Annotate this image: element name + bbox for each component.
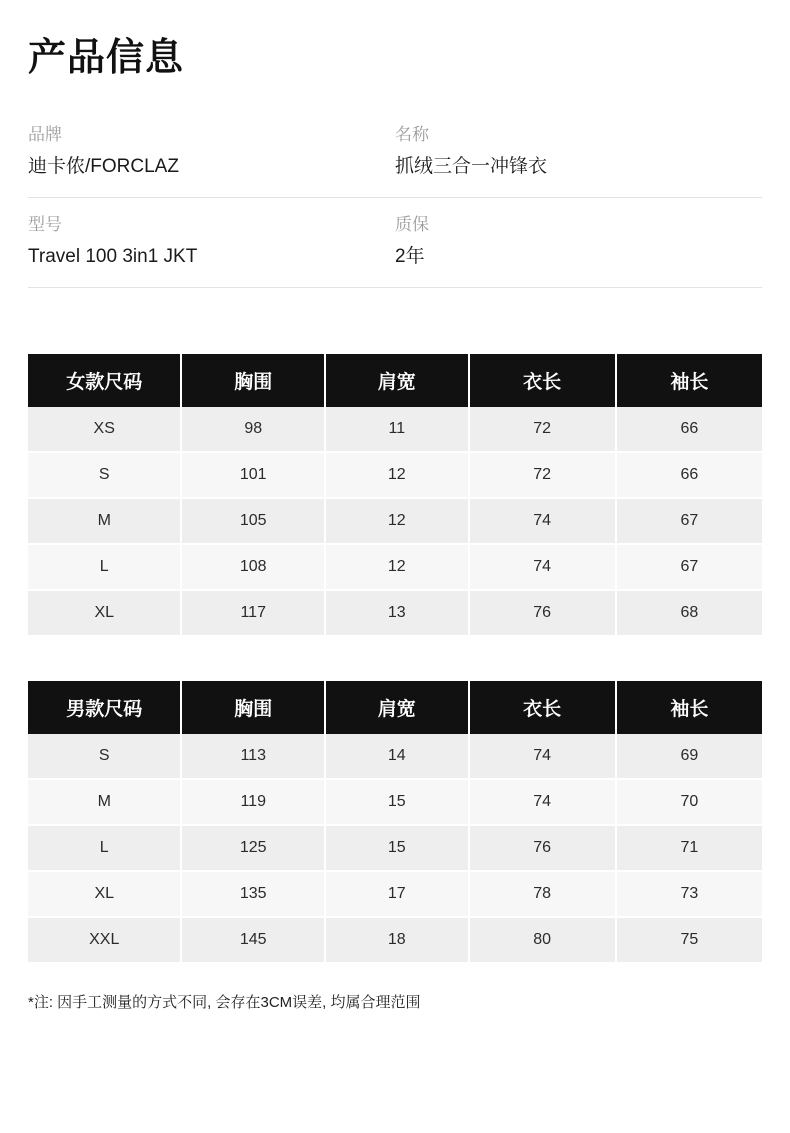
info-cell bbox=[28, 198, 395, 287]
spacer bbox=[28, 288, 762, 354]
cell-bust: 145 bbox=[181, 917, 325, 963]
cell-bust: 125 bbox=[181, 825, 325, 871]
cell-shoulder: 15 bbox=[325, 779, 469, 825]
info-label-warranty: 质保 bbox=[395, 214, 429, 234]
cell-bust: 108 bbox=[181, 544, 325, 590]
cell-size: L bbox=[28, 825, 181, 871]
info-value-model: Travel 100 3in1 JKT bbox=[28, 246, 198, 268]
info-value-warranty: 2年 bbox=[395, 246, 425, 268]
info-value-name: 抓绒三合一冲锋衣 bbox=[395, 156, 548, 178]
column-header-sleeve: 袖长 bbox=[616, 681, 762, 734]
cell-bust: 135 bbox=[181, 871, 325, 917]
table-row bbox=[28, 452, 762, 498]
info-label-brand: 品牌 bbox=[28, 124, 62, 144]
info-value-brand: 迪卡侬/FORCLAZ bbox=[28, 156, 179, 178]
men-size-table bbox=[28, 681, 762, 964]
cell-sleeve: 66 bbox=[616, 407, 762, 452]
cell-sleeve: 75 bbox=[616, 917, 762, 963]
column-header-shoulder: 肩宽 bbox=[325, 681, 469, 734]
product-info-table bbox=[28, 108, 762, 288]
table-row bbox=[28, 590, 762, 636]
table-row bbox=[28, 498, 762, 544]
column-header-length: 衣长 bbox=[469, 681, 616, 734]
cell-bust: 119 bbox=[181, 779, 325, 825]
cell-sleeve: 67 bbox=[616, 544, 762, 590]
cell-sleeve: 67 bbox=[616, 498, 762, 544]
cell-length: 74 bbox=[469, 734, 616, 779]
cell-sleeve: 70 bbox=[616, 779, 762, 825]
column-header-size: 男款尺码 bbox=[28, 681, 181, 734]
cell-shoulder: 17 bbox=[325, 871, 469, 917]
cell-shoulder: 11 bbox=[325, 407, 469, 452]
cell-size: L bbox=[28, 544, 181, 590]
women-size-table bbox=[28, 354, 762, 637]
info-cell bbox=[395, 198, 762, 287]
column-header-length: 衣长 bbox=[469, 354, 616, 407]
cell-sleeve: 71 bbox=[616, 825, 762, 871]
cell-bust: 105 bbox=[181, 498, 325, 544]
cell-bust: 117 bbox=[181, 590, 325, 636]
cell-size: XXL bbox=[28, 917, 181, 963]
cell-size: S bbox=[28, 734, 181, 779]
cell-length: 74 bbox=[469, 498, 616, 544]
cell-shoulder: 15 bbox=[325, 825, 469, 871]
measurement-note: *注: 因手工测量的方式不同, 会存在3CM误差, 均属合理范围 bbox=[28, 993, 421, 1011]
info-row bbox=[28, 198, 762, 287]
cell-sleeve: 66 bbox=[616, 452, 762, 498]
cell-length: 74 bbox=[469, 779, 616, 825]
cell-length: 72 bbox=[469, 407, 616, 452]
info-row bbox=[28, 108, 762, 197]
cell-size: S bbox=[28, 452, 181, 498]
table-row bbox=[28, 917, 762, 963]
cell-length: 78 bbox=[469, 871, 616, 917]
table-row bbox=[28, 779, 762, 825]
info-label-name: 名称 bbox=[395, 124, 429, 144]
cell-bust: 98 bbox=[181, 407, 325, 452]
spacer bbox=[28, 637, 762, 681]
column-header-bust: 胸围 bbox=[181, 681, 325, 734]
column-header-bust: 胸围 bbox=[181, 354, 325, 407]
cell-size: XL bbox=[28, 590, 181, 636]
cell-size: M bbox=[28, 779, 181, 825]
cell-size: XL bbox=[28, 871, 181, 917]
cell-size: M bbox=[28, 498, 181, 544]
cell-shoulder: 12 bbox=[325, 498, 469, 544]
cell-bust: 113 bbox=[181, 734, 325, 779]
cell-length: 74 bbox=[469, 544, 616, 590]
table-row bbox=[28, 544, 762, 590]
cell-shoulder: 14 bbox=[325, 734, 469, 779]
table-row bbox=[28, 734, 762, 779]
table-header-row bbox=[28, 681, 762, 734]
cell-shoulder: 12 bbox=[325, 544, 469, 590]
table-row bbox=[28, 871, 762, 917]
cell-length: 76 bbox=[469, 825, 616, 871]
table-row bbox=[28, 825, 762, 871]
page-title: 产品信息 bbox=[28, 37, 185, 79]
cell-length: 72 bbox=[469, 452, 616, 498]
cell-shoulder: 13 bbox=[325, 590, 469, 636]
table-row bbox=[28, 407, 762, 452]
info-cell bbox=[395, 108, 762, 197]
column-header-shoulder: 肩宽 bbox=[325, 354, 469, 407]
info-label-model: 型号 bbox=[28, 214, 62, 234]
cell-bust: 101 bbox=[181, 452, 325, 498]
cell-sleeve: 68 bbox=[616, 590, 762, 636]
cell-shoulder: 18 bbox=[325, 917, 469, 963]
cell-sleeve: 73 bbox=[616, 871, 762, 917]
column-header-size: 女款尺码 bbox=[28, 354, 181, 407]
cell-length: 76 bbox=[469, 590, 616, 636]
table-header-row bbox=[28, 354, 762, 407]
cell-sleeve: 69 bbox=[616, 734, 762, 779]
cell-size: XS bbox=[28, 407, 181, 452]
cell-shoulder: 12 bbox=[325, 452, 469, 498]
cell-length: 80 bbox=[469, 917, 616, 963]
info-cell bbox=[28, 108, 395, 197]
column-header-sleeve: 袖长 bbox=[616, 354, 762, 407]
